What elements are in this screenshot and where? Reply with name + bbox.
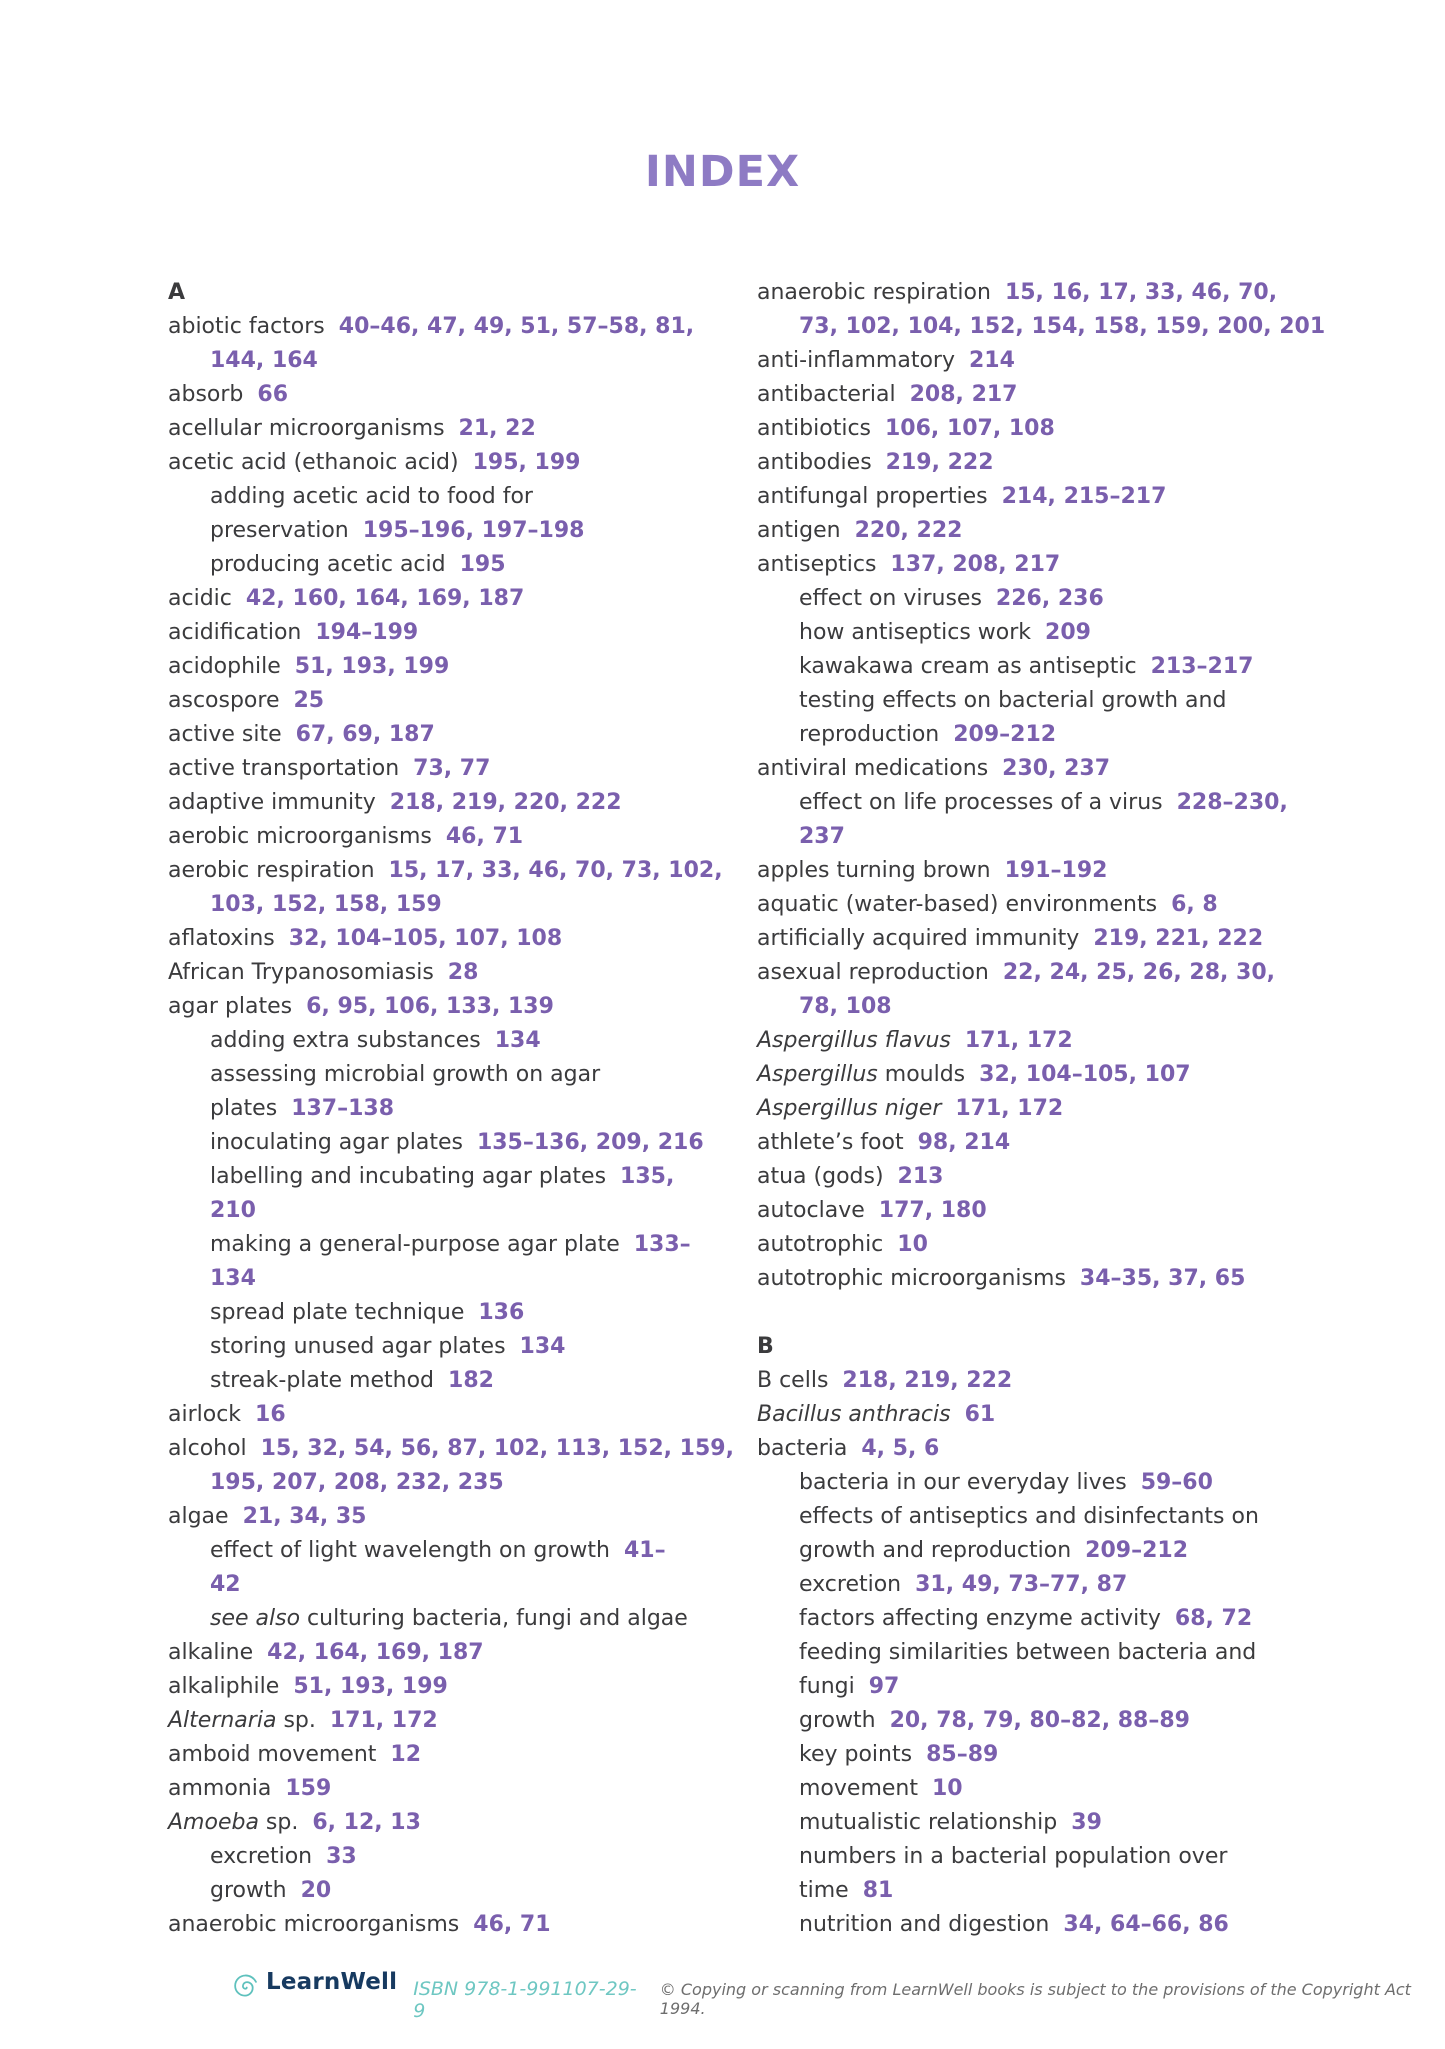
entry-text: bacteria	[757, 1436, 848, 1461]
index-subentry-line	[757, 650, 1317, 684]
entry-text: excretion	[799, 1572, 902, 1597]
entry-text: assessing microbial growth on agar	[210, 1062, 601, 1087]
index-continuation-line	[757, 990, 1317, 1024]
index-column-left	[168, 276, 734, 1942]
page-numbers: 214	[969, 348, 1015, 373]
entry-text: ascospore	[168, 688, 280, 713]
entry-text: feeding similarities between bacteria and	[799, 1640, 1257, 1665]
index-entry-line	[757, 1092, 1317, 1126]
index-subentry-line	[757, 1568, 1317, 1602]
index-subentry-line	[757, 1806, 1317, 1840]
index-continuation-line	[168, 888, 728, 922]
page-numbers: 6, 95, 106, 133, 139	[306, 994, 554, 1019]
entry-text: spread plate technique	[210, 1300, 465, 1325]
index-entry-line	[168, 1432, 734, 1466]
index-entry-line	[168, 616, 728, 650]
page-numbers: 195, 199	[472, 450, 581, 475]
page-numbers: 16	[255, 1402, 286, 1427]
index-subentry-line	[168, 1534, 728, 1568]
index-entry-line	[168, 1806, 728, 1840]
index-entry-line	[168, 650, 728, 684]
page-numbers: 195–196, 197–198	[362, 518, 585, 543]
page-numbers: 4, 5, 6	[861, 1436, 940, 1461]
index-entry-line	[757, 1262, 1317, 1296]
entry-text: plates	[210, 1096, 278, 1121]
page-numbers: 10	[897, 1232, 928, 1257]
entry-text: factors affecting enzyme activity	[799, 1606, 1161, 1631]
entry-text: nutrition and digestion	[799, 1912, 1050, 1937]
index-entry-line	[168, 1500, 728, 1534]
page-numbers: 97	[868, 1674, 900, 1699]
index-entry-line	[757, 1432, 1317, 1466]
index-entry-line	[757, 514, 1317, 548]
entry-text: acidification	[168, 620, 302, 645]
entry-text: reproduction	[799, 722, 940, 747]
index-entry-line	[168, 310, 728, 344]
page-numbers: 42	[210, 1572, 241, 1597]
entry-text-italic: Alternaria	[168, 1708, 277, 1733]
index-continuation-line	[757, 718, 1317, 752]
page-numbers: 191–192	[1004, 858, 1108, 883]
entry-text-italic: see also	[210, 1606, 301, 1631]
index-subentry-line	[168, 1126, 728, 1160]
index-entry-line	[168, 922, 728, 956]
index-continuation-line	[168, 514, 728, 548]
index-entry-line	[168, 990, 728, 1024]
page-numbers: 137, 208, 217	[890, 552, 1061, 577]
entry-text: antiviral medications	[757, 756, 989, 781]
page-numbers: 34–35, 37, 65	[1079, 1266, 1246, 1291]
page-numbers: 219, 221, 222	[1093, 926, 1264, 951]
page-numbers: 15, 32, 54, 56, 87, 102, 113, 152, 159,	[260, 1436, 734, 1461]
page-numbers: 68, 72	[1174, 1606, 1253, 1631]
entry-text: autotrophic	[757, 1232, 884, 1257]
index-continuation-line	[757, 820, 1317, 854]
page-numbers: 66	[257, 382, 289, 407]
isbn-text: ISBN 978-1-991107-29-9	[413, 1978, 637, 2022]
index-entry-line	[757, 378, 1317, 412]
page-numbers: 136	[478, 1300, 525, 1325]
page-numbers: 209	[1045, 620, 1091, 645]
page-numbers: 33	[326, 1844, 357, 1869]
index-section-heading	[757, 1330, 1317, 1364]
page-numbers: 20	[300, 1878, 332, 1903]
page-numbers: 228–230,	[1176, 790, 1288, 815]
index-subentry-line	[168, 1330, 728, 1364]
index-entry-line	[168, 378, 728, 412]
entry-text: apples turning brown	[757, 858, 991, 883]
index-entry-line	[757, 548, 1317, 582]
entry-text-italic: Aspergillus flavus	[757, 1028, 951, 1053]
entry-text: alkaline	[168, 1640, 254, 1665]
page-footer	[232, 1968, 1445, 2022]
page-numbers: 171, 172	[955, 1096, 1064, 1121]
index-subentry-line	[168, 548, 728, 582]
entry-text: autotrophic microorganisms	[757, 1266, 1066, 1291]
entry-text: antibiotics	[757, 416, 871, 441]
index-entry-line	[168, 1908, 728, 1942]
entry-text: antigen	[757, 518, 841, 543]
index-continuation-line	[168, 344, 728, 378]
entry-text: growth	[799, 1708, 876, 1733]
entry-text: how antiseptics work	[799, 620, 1032, 645]
page-numbers: 32, 104–105, 107	[979, 1062, 1191, 1087]
index-subentry-line	[757, 616, 1317, 650]
entry-text: storing unused agar plates	[210, 1334, 506, 1359]
entry-text: time	[799, 1878, 849, 1903]
index-entry-line	[168, 820, 728, 854]
index-continuation-line	[757, 1874, 1317, 1908]
page-numbers: 10	[931, 1776, 963, 1801]
entry-text: acellular microorganisms	[168, 416, 445, 441]
entry-text: asexual reproduction	[757, 960, 989, 985]
index-subentry-line	[757, 1602, 1317, 1636]
index-entry-line	[757, 276, 1317, 310]
index-entry-line	[757, 1058, 1317, 1092]
entry-text: anaerobic microorganisms	[168, 1912, 460, 1937]
index-entry-line	[757, 752, 1317, 786]
page-numbers: 78, 108	[799, 994, 892, 1019]
entry-text: acetic acid (ethanoic acid)	[168, 450, 459, 475]
entry-text: sp.	[283, 1708, 316, 1733]
page-numbers: 171, 172	[964, 1028, 1073, 1053]
page-numbers: 177, 180	[878, 1198, 987, 1223]
page-numbers: 98, 214	[917, 1130, 1011, 1155]
page-numbers: 15, 16, 17, 33, 46, 70,	[1004, 280, 1278, 305]
entry-text: active site	[168, 722, 282, 747]
entry-text: alkaliphile	[168, 1674, 280, 1699]
page-numbers: 12	[390, 1742, 422, 1767]
index-entry-line	[168, 718, 728, 752]
index-subentry-line	[168, 1602, 728, 1636]
entry-text: numbers in a bacterial population over	[799, 1844, 1228, 1869]
page-numbers: 159	[285, 1776, 332, 1801]
index-entry-line	[168, 1704, 728, 1738]
entry-text: growth	[210, 1878, 287, 1903]
index-subentry-line	[168, 480, 728, 514]
page-numbers: 73, 102, 104, 152, 154, 158, 159, 200, 201	[799, 314, 1326, 339]
page-numbers: 144, 164	[210, 348, 318, 373]
entry-text: sp.	[265, 1810, 299, 1835]
entry-text: effect on life processes of a virus	[799, 790, 1163, 815]
page-numbers: 219, 222	[885, 450, 994, 475]
page-numbers: 214, 215–217	[1001, 484, 1167, 509]
index-subentry-line	[757, 1908, 1317, 1942]
entry-text: anaerobic respiration	[757, 280, 991, 305]
entry-text: acidic	[168, 586, 232, 611]
entry-text: growth and reproduction	[799, 1538, 1072, 1563]
entry-text: testing effects on bacterial growth and	[799, 688, 1227, 713]
page-numbers: 208, 217	[909, 382, 1018, 407]
entry-text: abiotic factors	[168, 314, 325, 339]
index-entry-line	[757, 344, 1317, 378]
entry-text: African Trypanosomiasis	[168, 960, 434, 985]
page-numbers: 81	[862, 1878, 894, 1903]
entry-text-italic: Aspergillus	[757, 1062, 878, 1087]
index-entry-line	[168, 582, 728, 616]
index-entry-line	[757, 888, 1317, 922]
entry-text: bacteria in our everyday lives	[799, 1470, 1127, 1495]
entry-text: preservation	[210, 518, 349, 543]
index-subentry-line	[168, 1024, 728, 1058]
index-entry-line	[168, 786, 728, 820]
index-entry-line	[168, 1398, 728, 1432]
page-numbers: 31, 49, 73–77, 87	[915, 1572, 1128, 1597]
page-numbers: 42, 160, 164, 169, 187	[245, 586, 525, 611]
index-subentry-line	[757, 786, 1317, 820]
index-entry-line	[168, 1772, 728, 1806]
page-numbers: 218, 219, 222	[842, 1368, 1013, 1393]
index-entry-line	[757, 1194, 1317, 1228]
index-entry-line	[168, 1738, 728, 1772]
entry-text: mutualistic relationship	[799, 1810, 1058, 1835]
page-numbers: 210	[210, 1198, 256, 1223]
entry-text: aquatic (water-based) environments	[757, 892, 1158, 917]
index-entry-line	[168, 752, 728, 786]
index-subentry-line	[168, 1058, 728, 1092]
index-section-heading	[168, 276, 728, 310]
entry-text: artificially acquired immunity	[757, 926, 1080, 951]
entry-text: amboid movement	[168, 1742, 377, 1767]
index-entry-line	[757, 412, 1317, 446]
entry-text: autoclave	[757, 1198, 865, 1223]
entry-text: athlete’s foot	[757, 1130, 904, 1155]
entry-text: fungi	[799, 1674, 855, 1699]
page-numbers: 41–	[624, 1538, 666, 1563]
index-continuation-line	[168, 1262, 728, 1296]
index-subentry-line	[757, 684, 1317, 718]
page-numbers: 34, 64–66, 86	[1063, 1912, 1229, 1937]
index-entry-line	[757, 1398, 1317, 1432]
page-numbers: 61	[964, 1402, 996, 1427]
entry-text: antiseptics	[757, 552, 877, 577]
index-subentry-line	[168, 1874, 728, 1908]
page-numbers: 20, 78, 79, 80–82, 88–89	[889, 1708, 1190, 1733]
index-entry-line	[757, 1024, 1317, 1058]
entry-text: effect of light wavelength on growth	[210, 1538, 610, 1563]
learnwell-spiral-logo-icon	[232, 1974, 259, 2001]
index-continuation-line	[168, 1194, 728, 1228]
index-entry-line	[757, 1228, 1317, 1262]
entry-text: adding acetic acid to food for	[210, 484, 533, 509]
page-numbers: 21, 22	[458, 416, 536, 441]
page-numbers: 51, 193, 199	[293, 1674, 448, 1699]
entry-text: B cells	[757, 1368, 829, 1393]
index-entry-line	[757, 854, 1317, 888]
index-subentry-line	[757, 1704, 1317, 1738]
entry-text: agar plates	[168, 994, 293, 1019]
index-entry-line	[168, 956, 728, 990]
page-numbers: 46, 71	[445, 824, 524, 849]
entry-text: B	[757, 1334, 774, 1359]
index-subentry-line	[757, 1772, 1317, 1806]
page-numbers: 42, 164, 169, 187	[267, 1640, 484, 1665]
page-numbers: 6, 12, 13	[312, 1810, 421, 1835]
entry-text: antifungal properties	[757, 484, 988, 509]
index-subentry-line	[757, 1636, 1317, 1670]
page-numbers: 28	[447, 960, 479, 985]
index-subentry-line	[168, 1364, 728, 1398]
entry-text: airlock	[168, 1402, 242, 1427]
entry-text: key points	[799, 1742, 913, 1767]
page-numbers: 46, 71	[473, 1912, 551, 1937]
page-numbers: 106, 107, 108	[885, 416, 1055, 441]
learnwell-logo-text: LearnWell	[266, 1968, 398, 1995]
entry-text: effect on viruses	[799, 586, 982, 611]
page-numbers: 21, 34, 35	[242, 1504, 367, 1529]
entry-text-italic: Amoeba	[168, 1810, 259, 1835]
entry-text: effects of antiseptics and disinfectants on	[799, 1504, 1259, 1529]
index-subentry-line	[757, 1840, 1317, 1874]
page-numbers: 209–212	[1085, 1538, 1189, 1563]
entry-text: excretion	[210, 1844, 313, 1869]
entry-text: acidophile	[168, 654, 281, 679]
page-numbers: 195	[459, 552, 506, 577]
index-entry-line	[757, 1160, 1317, 1194]
entry-text: making a general-purpose agar plate	[210, 1232, 620, 1257]
index-subentry-line	[168, 1840, 728, 1874]
entry-text: aerobic respiration	[168, 858, 375, 883]
entry-text: absorb	[168, 382, 244, 407]
entry-text: active transportation	[168, 756, 400, 781]
entry-text: adaptive immunity	[168, 790, 376, 815]
page-numbers: 85–89	[926, 1742, 999, 1767]
index-entry-line	[757, 446, 1317, 480]
page-numbers: 51, 193, 199	[294, 654, 450, 679]
page-numbers: 40–46, 47, 49, 51, 57–58, 81,	[338, 314, 695, 339]
entry-text: culturing bacteria, fungi and algae	[307, 1606, 688, 1631]
index-entry-line	[168, 446, 728, 480]
index-blank-line	[757, 1296, 1317, 1330]
page-numbers: 32, 104–105, 107, 108	[288, 926, 563, 951]
entry-text: atua (gods)	[757, 1164, 884, 1189]
copyright-text: © Copying or scanning from LearnWell books is subject to the provisions of the Copyright Act 1994.	[659, 1980, 1411, 2018]
page-numbers: 137–138	[291, 1096, 395, 1121]
page-numbers: 103, 152, 158, 159	[210, 892, 442, 917]
index-continuation-line	[168, 1092, 728, 1126]
page-numbers: 237	[799, 824, 845, 849]
page-numbers: 133–	[633, 1232, 691, 1257]
page-numbers: 39	[1071, 1810, 1102, 1835]
index-entry-line	[168, 854, 728, 888]
page-numbers: 135–136, 209, 216	[476, 1130, 704, 1155]
entry-text: movement	[799, 1776, 918, 1801]
index-continuation-line	[168, 1466, 728, 1500]
page-numbers: 171, 172	[329, 1708, 438, 1733]
index-entry-line	[757, 1364, 1317, 1398]
index-continuation-line	[168, 1568, 728, 1602]
index-subentry-line	[168, 1228, 728, 1262]
index-entry-line	[757, 1126, 1317, 1160]
index-entry-line	[757, 956, 1317, 990]
page-numbers: 182	[448, 1368, 494, 1393]
page-numbers: 213–217	[1150, 654, 1254, 679]
page-numbers: 134	[210, 1266, 256, 1291]
entry-text: labelling and incubating agar plates	[210, 1164, 607, 1189]
entry-text-italic: Bacillus anthracis	[757, 1402, 951, 1427]
entry-text: streak-plate method	[210, 1368, 435, 1393]
entry-text: moulds	[884, 1062, 966, 1087]
page-numbers: 22, 24, 25, 26, 28, 30,	[1002, 960, 1276, 985]
entry-text: A	[168, 280, 186, 305]
page-numbers: 218, 219, 220, 222	[389, 790, 622, 815]
index-entry-line	[757, 480, 1317, 514]
entry-text: antibodies	[757, 450, 872, 475]
index-entry-line	[168, 1636, 728, 1670]
entry-text: ammonia	[168, 1776, 272, 1801]
entry-text-italic: Aspergillus niger	[757, 1096, 942, 1121]
index-column-right	[757, 276, 1326, 1942]
page-numbers: 59–60	[1140, 1470, 1213, 1495]
index-continuation-line	[757, 1534, 1317, 1568]
page-numbers: 67, 69, 187	[295, 722, 435, 747]
entry-text: alcohol	[168, 1436, 247, 1461]
page-numbers: 134	[494, 1028, 541, 1053]
index-entry-line	[168, 412, 728, 446]
index-entry-line	[757, 922, 1317, 956]
index-subentry-line	[757, 1738, 1317, 1772]
page-numbers: 220, 222	[854, 518, 963, 543]
page-numbers: 25	[293, 688, 325, 713]
page-numbers: 226, 236	[995, 586, 1104, 611]
index-entry-line	[168, 1670, 728, 1704]
entry-text: algae	[168, 1504, 229, 1529]
entry-text: antibacterial	[757, 382, 896, 407]
page-numbers: 134	[519, 1334, 566, 1359]
index-subentry-line	[757, 1466, 1317, 1500]
entry-text: kawakawa cream as antiseptic	[799, 654, 1137, 679]
learnwell-brand	[232, 1968, 397, 1995]
index-subentry-line	[757, 582, 1317, 616]
page-numbers: 6, 8	[1171, 892, 1218, 917]
index-subentry-line	[168, 1296, 728, 1330]
index-subentry-line	[757, 1500, 1317, 1534]
index-entry-line	[168, 684, 728, 718]
index-continuation-line	[757, 310, 1326, 344]
page-numbers: 73, 77	[413, 756, 491, 781]
entry-text: inoculating agar plates	[210, 1130, 463, 1155]
page-numbers: 230, 237	[1002, 756, 1111, 781]
page-numbers: 194–199	[315, 620, 419, 645]
index-continuation-line	[757, 1670, 1317, 1704]
page-numbers: 195, 207, 208, 232, 235	[210, 1470, 504, 1495]
entry-text: adding extra substances	[210, 1028, 481, 1053]
page-title: INDEX	[644, 146, 801, 197]
page-numbers: 135,	[620, 1164, 675, 1189]
entry-text: anti-inflammatory	[757, 348, 955, 373]
entry-text: aerobic microorganisms	[168, 824, 432, 849]
page-numbers: 15, 17, 33, 46, 70, 73, 102,	[388, 858, 723, 883]
entry-text: aflatoxins	[168, 926, 275, 951]
page-numbers: 209–212	[953, 722, 1057, 747]
page-numbers: 213	[897, 1164, 944, 1189]
index-subentry-line	[168, 1160, 728, 1194]
entry-text: producing acetic acid	[210, 552, 446, 577]
